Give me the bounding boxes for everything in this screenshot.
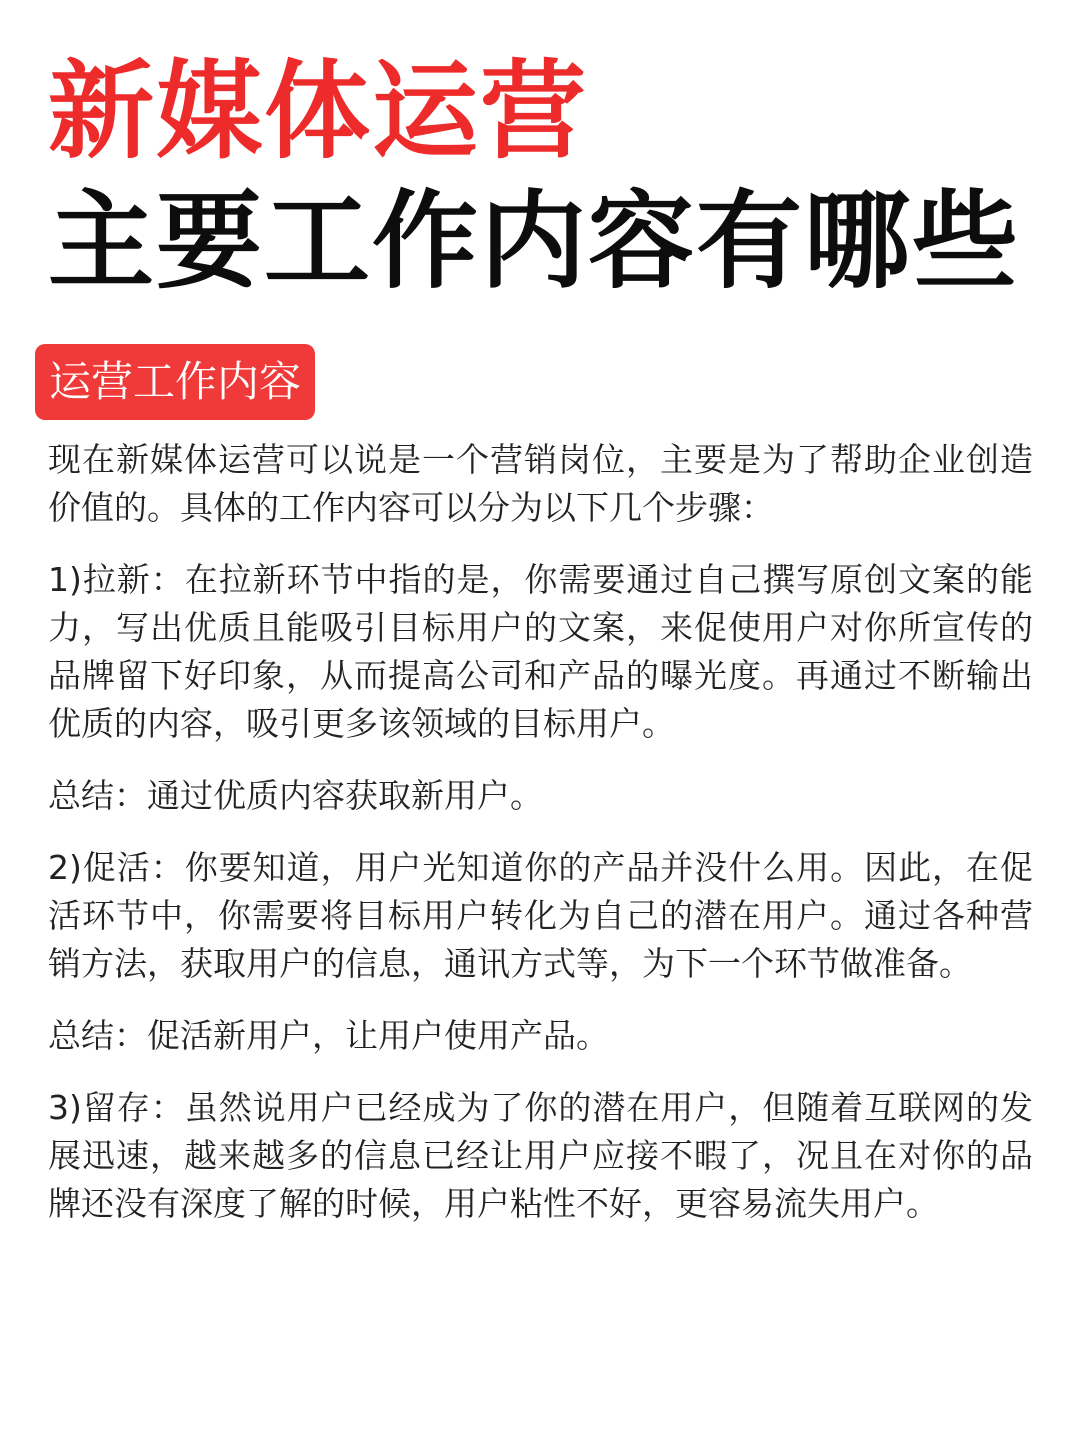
section-tag: 运营工作内容 [35,344,315,420]
article-body [48,436,1033,1252]
step-1-paragraph: 1)拉新：在拉新环节中指的是，你需要通过自己撰写原创文案的能力，写出优质且能吸引目标用户的文案，来促使用户对你所宣传的品牌留下好印象，从而提高公司和产品的曝光度。再通过不断输出优质的内容，吸引更多该领域的目标用户。 [48,560,1033,743]
intro-paragraph: 现在新媒体运营可以说是一个营销岗位，主要是为了帮助企业创造价值的。具体的工作内容可以分为以下几个步骤： [48,440,1033,527]
summary-1-paragraph: 总结：通过优质内容获取新用户。 [48,776,543,815]
summary-2-paragraph: 总结：促活新用户，让用户使用产品。 [48,1016,609,1055]
step-2-paragraph: 2)促活：你要知道，用户光知道你的产品并没什么用。因此，在促活环节中，你需要将目标用户转化为自己的潜在用户。通过各种营销方法，获取用户的信息，通讯方式等，为下一个环节做准备。 [48,848,1033,983]
step-3-paragraph: 3)留存：虽然说用户已经成为了你的潜在用户，但随着互联网的发展迅速，越来越多的信息已经让用户应接不暇了，况且在对你的品牌还没有深度了解的时候，用户粘性不好，更容易流失用户。 [48,1088,1033,1223]
page-title-line2: 主要工作内容有哪些 [48,180,1020,303]
page-title-line1: 新媒体运营 [48,50,588,173]
